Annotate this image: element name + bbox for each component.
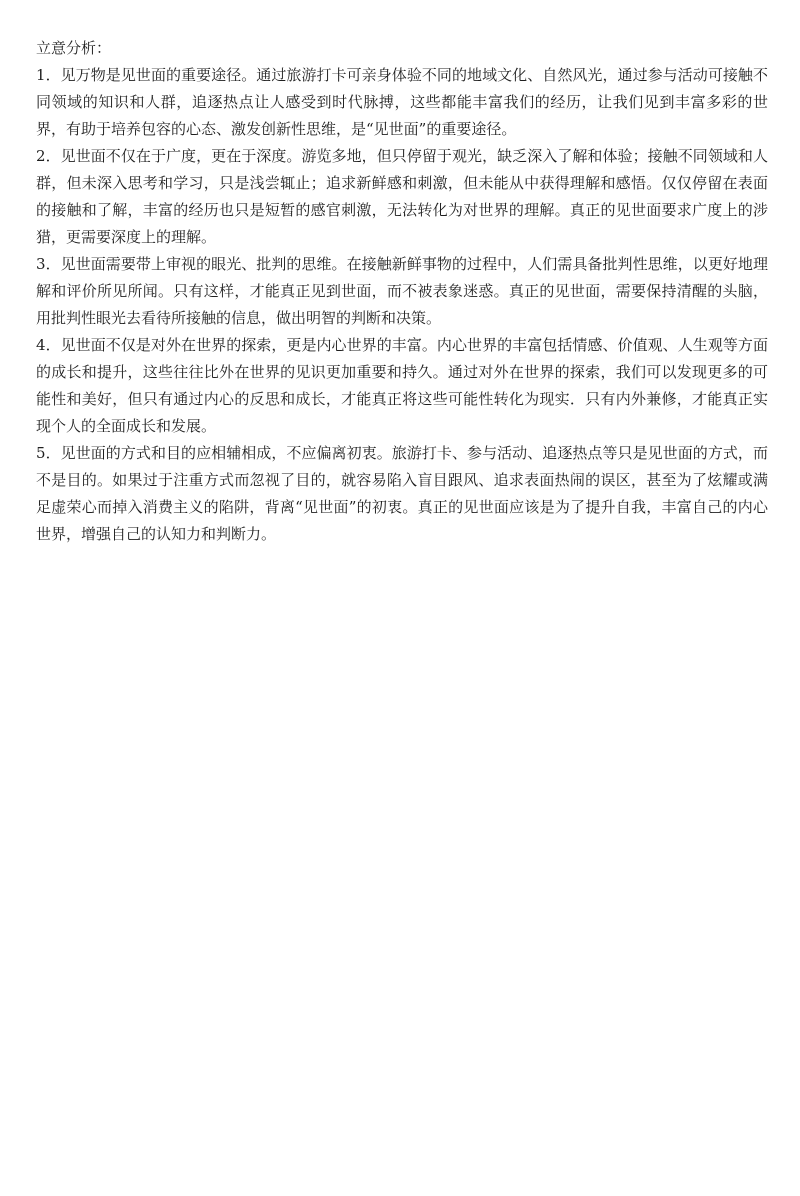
- paragraph-3: 3．见世面需要带上审视的眼光、批判的思维。在接触新鲜事物的过程中，人们需具备批判性思维，以更好地理解和评价所见所闻。只有这样，才能真正见到世面，而不被表象迷惑。真正的见世面，需要保持清醒的头脑，用批判性眼光去看待所接触的信息，做出明智的判断和决策。: [36, 255, 768, 327]
- paragraph-4: 4．见世面不仅是对外在世界的探索，更是内心世界的丰富。内心世界的丰富包括情感、价值观、人生观等方面的成长和提升，这些往往比外在世界的见识更加重要和持久。通过对外在世界的探索，我们可以发现更多的可能性和美好，但只有通过内心的反思和成长，才能真正将这些可能性转化为现实．只有内外兼修，才能真正实现个人的全面成长和发展。: [36, 336, 768, 435]
- section-heading: 立意分析：: [36, 39, 112, 57]
- paragraph-5: 5．见世面的方式和目的应相辅相成，不应偏离初衷。旅游打卡、参与活动、追逐热点等只是见世面的方式，而不是目的。如果过于注重方式而忽视了目的，就容易陷入盲目跟风、追求表面热闹的误区，甚至为了炫耀或满足虚荣心而掉入消费主义的陷阱，背离“见世面”的初衷。真正的见世面应该是为了提升自我，丰富自己的内心世界，增强自己的认知力和判断力。: [36, 444, 768, 543]
- paragraph-2: 2．见世面不仅在于广度，更在于深度。游览多地，但只停留于观光，缺乏深入了解和体验；接触不同领域和人群，但未深入思考和学习，只是浅尝辄止；追求新鲜感和刺激，但未能从中获得理解和感悟。仅仅停留在表面的接触和了解，丰富的经历也只是短暂的感官刺激，无法转化为对世界的理解。真正的见世面要求广度上的涉猎，更需要深度上的理解。: [36, 147, 768, 246]
- paragraph-1: 1．见万物是见世面的重要途径。通过旅游打卡可亲身体验不同的地域文化、自然风光，通过参与活动可接触不同领域的知识和人群，追逐热点让人感受到时代脉搏，这些都能丰富我们的经历，让我们见到丰富多彩的世界，有助于培养包容的心态、激发创新性思维，是“见世面”的重要途径。: [36, 66, 768, 138]
